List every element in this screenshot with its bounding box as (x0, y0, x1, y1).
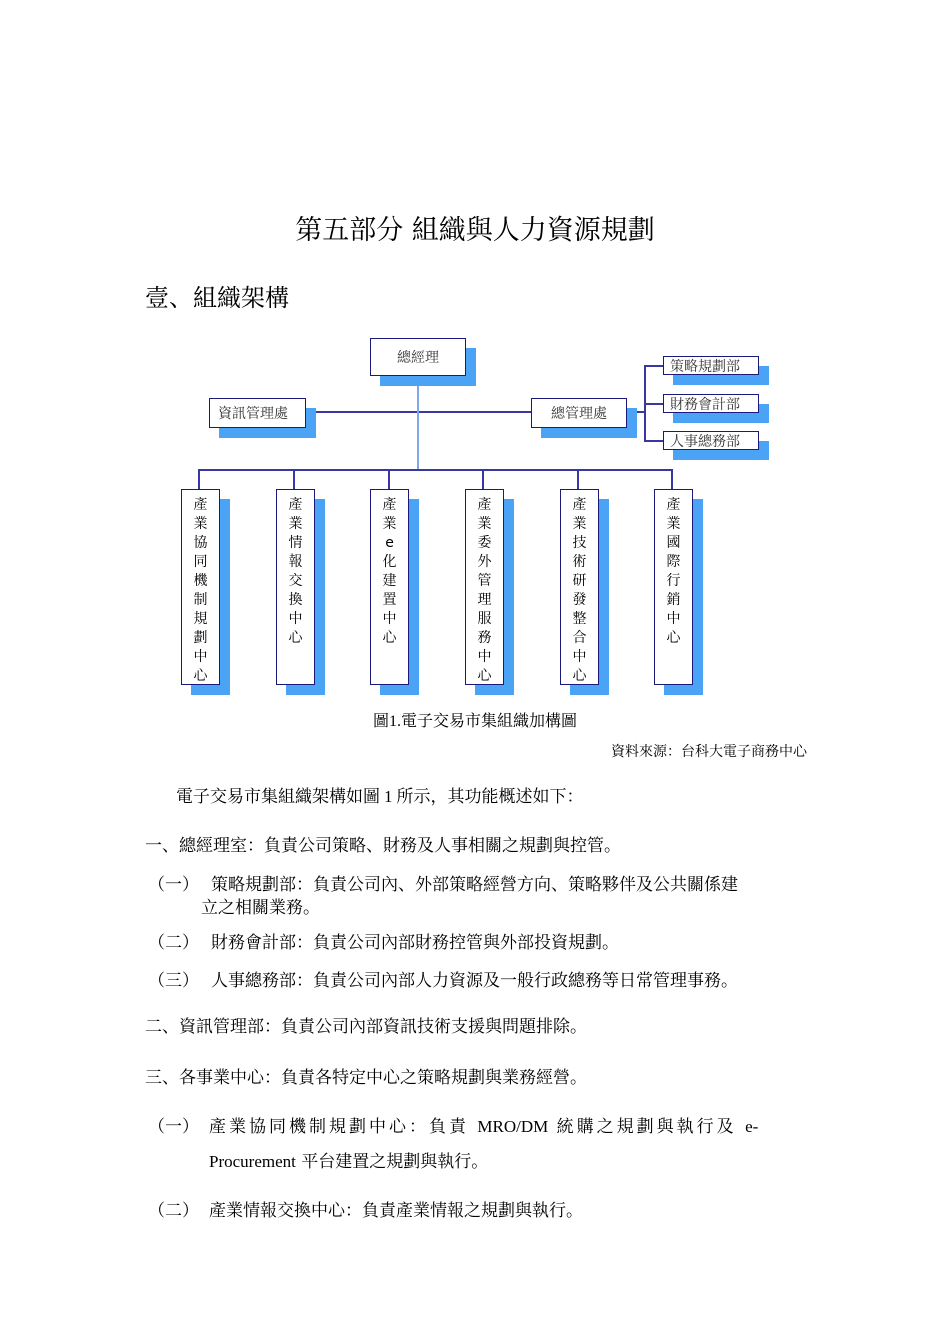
connector-line (198, 469, 672, 471)
connector-line (482, 469, 484, 489)
list-item-text: Procurement (209, 1152, 296, 1171)
org-box-label: 產業國際行銷中心 (666, 497, 681, 646)
org-box-center-5 (560, 489, 599, 685)
list-item-text: 平台建置之規劃與執行。 (301, 1152, 489, 1172)
org-box-label: 產業技術研發整合中心 (572, 497, 587, 684)
intro-figure-number: 1 (384, 787, 393, 806)
list-item (209, 1115, 807, 1139)
connector-line (644, 440, 664, 442)
org-box-finance-dept (663, 394, 759, 413)
list-item: 產業情報交換中心：負責產業情報之規劃與執行。 (209, 1201, 583, 1221)
list-item-continuation (209, 1150, 488, 1174)
page-title: 第五部分 組織與人力資源規劃 (295, 215, 655, 246)
list-item-label: （一） (148, 875, 199, 895)
org-box-label: 總經理 (397, 350, 439, 366)
org-box-center-3 (370, 489, 409, 685)
list-item-continuation: 立之相關業務。 (201, 898, 320, 918)
connector-line (198, 469, 200, 489)
figure-source: 資料來源：台科大電子商務中心 (611, 744, 807, 760)
connector-line (293, 469, 295, 489)
org-box-general-manager (370, 338, 466, 376)
org-box-label: 人事總務部 (670, 433, 740, 450)
list-item-text: 統購之規劃與執行及 (556, 1117, 737, 1137)
caption-text: 電子交易市集組織加構圖 (401, 711, 578, 730)
list-item: 三、各事業中心：負責各特定中心之策略規劃與業務經營。 (145, 1068, 587, 1088)
intro-paragraph (176, 785, 584, 809)
list-item-label: （三） (148, 971, 199, 991)
org-box-center-6 (654, 489, 693, 685)
connector-line (644, 403, 664, 405)
connector-line (644, 365, 664, 367)
org-box-label: 策略規劃部 (670, 358, 740, 375)
intro-text: 所示，其功能概述如下： (396, 787, 584, 807)
list-item-text: 產業協同機制規劃中心：負責 (209, 1117, 469, 1137)
section-heading: 壹、組織架構 (145, 284, 289, 312)
connector-line (417, 375, 419, 470)
org-box-label: 總管理處 (551, 406, 607, 422)
list-item: 財務會計部：負責公司內部財務控管與外部投資規劃。 (211, 933, 619, 953)
list-item-text: MRO/DM (477, 1117, 549, 1136)
connector-line (388, 469, 390, 489)
list-item: 策略規劃部：負責公司內、外部策略經營方向、策略夥伴及公共關係建 (211, 875, 738, 895)
org-box-strategy-dept (663, 356, 759, 375)
org-box-label: 產業e化建置中心 (382, 497, 397, 646)
org-box-label: 產業委外管理服務中心 (477, 497, 492, 684)
org-box-info-management (209, 398, 306, 428)
caption-number: 1. (389, 713, 401, 730)
org-box-general-admin (531, 398, 627, 428)
org-box-label: 財務會計部 (670, 396, 740, 413)
org-box-center-2 (276, 489, 315, 685)
org-box-label: 資訊管理處 (218, 406, 288, 422)
list-item: 二、資訊管理部：負責公司內部資訊技術支援與問題排除。 (145, 1017, 587, 1037)
org-box-hr-dept (663, 431, 759, 450)
figure-caption (0, 708, 950, 731)
org-box-center-4 (465, 489, 504, 685)
list-item-text: e- (745, 1117, 759, 1136)
connector-line (671, 469, 673, 489)
org-box-label: 產業情報交換中心 (288, 497, 303, 646)
list-item: 一、總經理室：負責公司策略、財務及人事相關之規劃與控管。 (145, 836, 621, 856)
list-item-label: （二） (148, 1201, 199, 1221)
org-box-center-1 (181, 489, 220, 685)
list-item-label: （一） (148, 1117, 199, 1137)
caption-prefix: 圖 (372, 711, 389, 730)
list-item: 人事總務部：負責公司內部人力資源及一般行政總務等日常管理事務。 (211, 971, 738, 991)
intro-text: 電子交易市集組織架構如圖 (176, 787, 380, 807)
list-item-label: （二） (148, 933, 199, 953)
org-box-label: 產業協同機制規劃中心 (193, 497, 208, 684)
connector-line (577, 469, 579, 489)
